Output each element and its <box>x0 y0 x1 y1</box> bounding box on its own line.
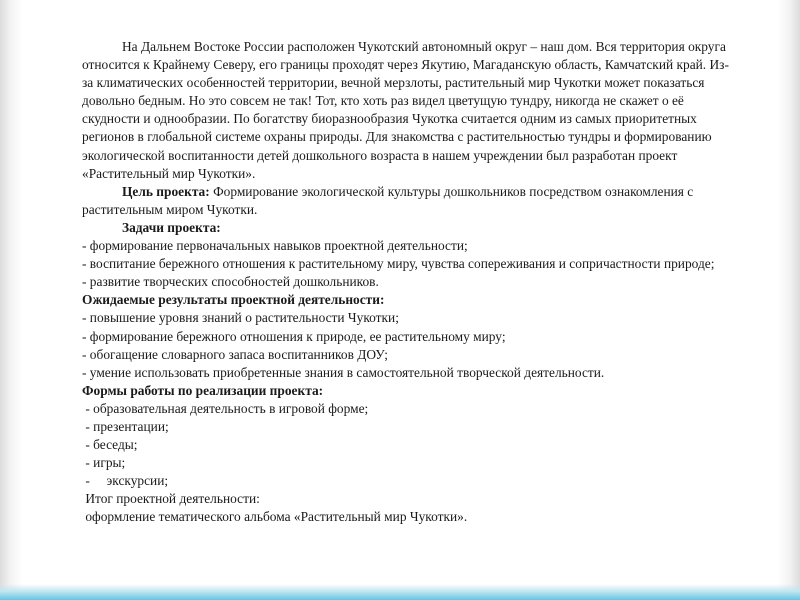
form-item: - образовательная деятельность в игровой форме; <box>82 400 369 416</box>
document-body <box>82 38 732 527</box>
forms-heading: Формы работы по реализации проекта: <box>82 382 324 398</box>
result-item: - умение использовать приобретенные знания в самостоятельной творческой деятельности. <box>82 364 605 380</box>
result-item: - повышение уровня знаний о растительности Чукотки; <box>82 310 399 326</box>
result-item: - формирование бережного отношения к природе, ее растительному миру; <box>82 328 506 344</box>
form-item: - беседы; <box>82 437 138 453</box>
form-item: - экскурсии; <box>82 473 169 489</box>
goal-paragraph <box>82 183 732 219</box>
results-heading: Ожидаемые результаты проектной деятельности: <box>82 292 385 308</box>
form-item: - игры; <box>82 455 126 471</box>
bottom-accent-band <box>0 584 800 600</box>
result-item: - обогащение словарного запаса воспитанников ДОУ; <box>82 346 388 362</box>
outcome-text: оформление тематического альбома «Растительный мир Чукотки». <box>82 509 468 525</box>
intro-paragraph: На Дальнем Востоке России расположен Чукотский автономный округ – наш дом. Вся территория округа относится к Крайнему Северу, его границы проходят через Якутию, Магаданскую область, Камчатский край. Из-за климатических особенностей территории, вечной мерзлоты, растительный мир Чукотки может показаться довольно бедным. Но это совсем не так! Тот, кто хоть раз видел цветущую тундру, никогда не скажет о её скудности и однообразии. По богатству биоразнообразия Чукотка считается одним из самых приоритетных регионов в глобальной системе охраны природы. Для знакомства с растительностью тундры и формированию экологической воспитанности детей дошкольного возраста в нашем учреждении был разработан проект «Растительный мир Чукотки». <box>82 39 729 181</box>
goal-label: Цель проекта: <box>122 183 210 199</box>
task-item: - формирование первоначальных навыков проектной деятельности; <box>82 238 468 254</box>
left-page-shadow <box>0 0 22 600</box>
tasks-heading: Задачи проекта: <box>122 219 221 235</box>
goal-text: Формирование экологической культуры дошкольников посредством ознакомления с растительным миром Чукотки. <box>82 183 694 217</box>
right-page-shadow <box>778 0 800 600</box>
task-item: - развитие творческих способностей дошкольников. <box>82 274 379 290</box>
form-item: - презентации; <box>82 418 169 434</box>
task-item: - воспитание бережного отношения к растительному миру, чувства сопереживания и сопричастности природе; <box>82 256 715 272</box>
outcome-label: Итог проектной деятельности: <box>82 491 260 507</box>
